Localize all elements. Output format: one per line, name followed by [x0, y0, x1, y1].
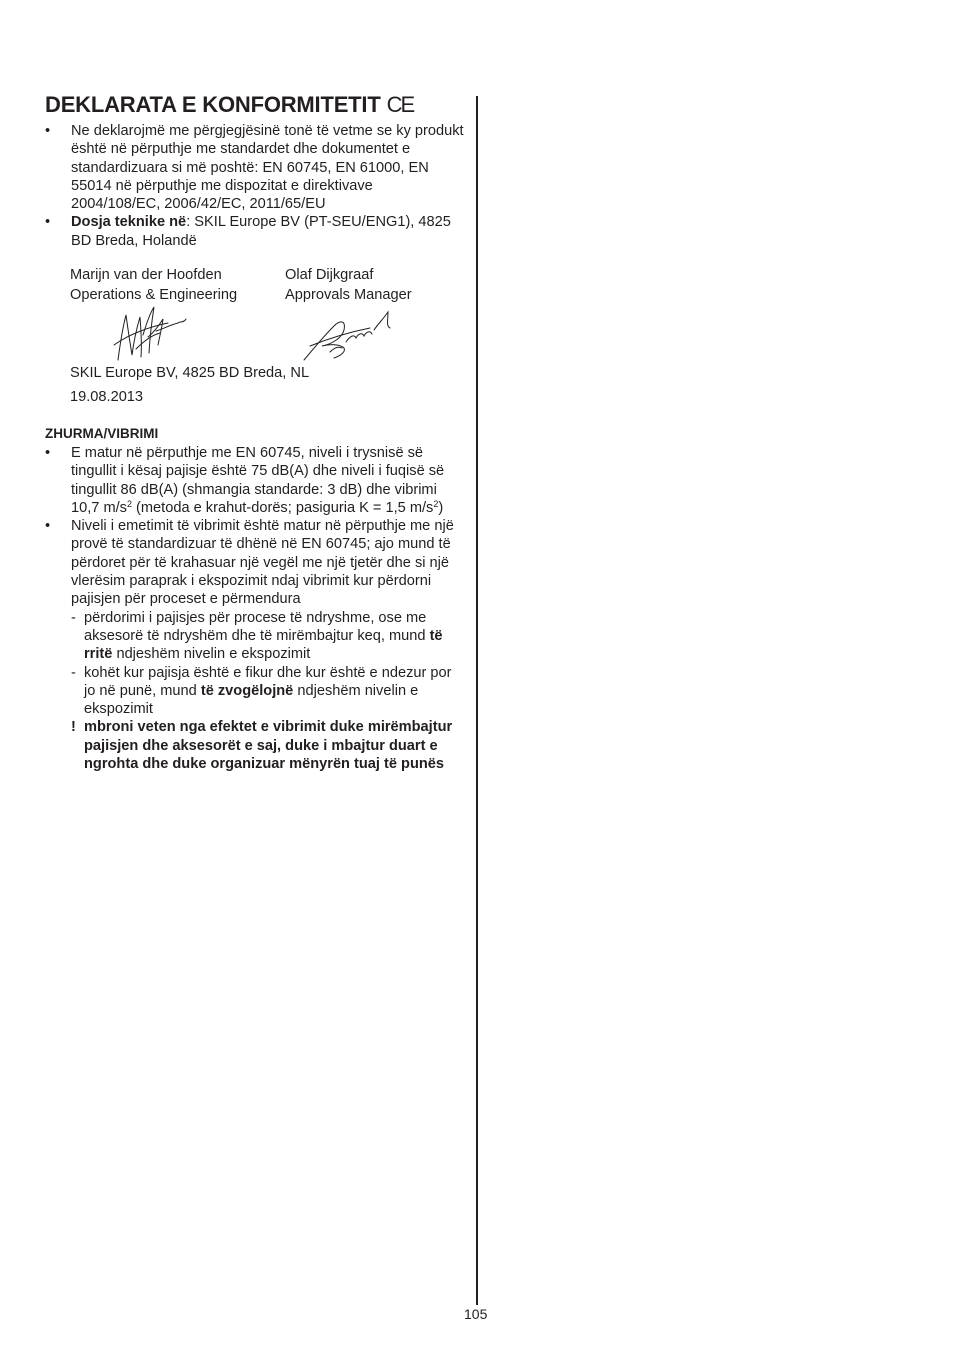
noise-sub-item-decrease: - kohët kur pajisja është e fikur dhe kur është e ndezur por jo në punë, mund të zvogëlojnë ndjeshëm nivelin e ekspozimit: [71, 664, 452, 718]
signature-2-image: [300, 308, 396, 364]
declaration-bullet-conformity: • Ne deklarojmë me përgjegjësinë tonë të vetme se ky produkt është në përputhje me standardet dhe dokumentet e standardizuara si më poshtë: EN 60745, EN 61000, EN 55014 në përputhje me dispozitat e direktivave 2004/108/EC, 2006/42/EC, 2011/65/EU: [45, 123, 464, 213]
signatory-1: [70, 265, 237, 305]
signatory-1-role: Operations & Engineering: [70, 287, 238, 303]
technical-file-label: Dosja teknike në: [71, 214, 187, 231]
declaration-date: 19.08.2013: [70, 389, 144, 405]
signature-1-image: [108, 305, 190, 363]
bullet-icon: •: [45, 518, 51, 535]
declaration-list: [45, 122, 465, 250]
noise-sub-item-increase: - përdorimi i pajisjes për procese të ndryshme, ose me aksesorë të ndryshëm dhe të mirëmbajtur keq, mund të rritë ndjeshëm nivelin e ekspozimit: [71, 609, 443, 663]
column-divider: [476, 96, 478, 1305]
ce-mark-icon: CE: [386, 92, 414, 117]
signatory-1-name: Marijn van der Hoofden: [70, 267, 222, 283]
noise-list: [45, 444, 465, 773]
noise-bullet-emission: • Niveli i emetimit të vibrimit është matur në përputhje me një provë të standardizuar të dhënë në EN 60745; ajo mund të përdoret për të krahasuar një vegël me një tjetër dhe si një vlerësim paraprak i ekspozimit ndaj vibrimit kur përdorni pajisjen për proceset e përmendura: [45, 518, 454, 608]
bullet-icon: •: [45, 123, 51, 139]
signatory-2: [285, 265, 412, 305]
declaration-bullet-technical-file: • Dosja teknike në: SKIL Europe BV (PT-SEU/ENG1), 4825 BD Breda, Holandë: [45, 214, 451, 249]
noise-vibration-heading: ZHURMA/VIBRIMI: [45, 426, 159, 441]
signatory-2-name: Olaf Dijkgraaf: [285, 267, 374, 283]
noise-warning: ! mbroni veten nga efektet e vibrimit duke mirëmbajtur pajisjen dhe aksesorët e saj, duke i mbajtur duart e ngrohta dhe duke organizuar mënyrën tuaj të punës: [71, 719, 453, 773]
title-text: DEKLARATA E KONFORMITETIT: [45, 92, 381, 117]
noise-bullet-measurement: • E matur në përputhje me EN 60745, niveli i trysnisë së tingullit i kësaj pajisje është 75 dB(A) dhe niveli i fuqisë së tingullit 86 dB(A) (shmangia standarde: 3 dB) dhe vibrimi 10,7 $m/s^2$ (metoda e krahut-dorës; pasiguria K = 1,5 $m/s^2$): [45, 445, 445, 516]
page-number: 105: [464, 1306, 488, 1322]
dash-icon: -: [71, 609, 76, 626]
dash-icon: -: [71, 664, 76, 681]
warning-icon: !: [71, 719, 76, 736]
page-title: [45, 92, 413, 118]
company-address: SKIL Europe BV, 4825 BD Breda, NL: [70, 365, 310, 381]
bullet-icon: •: [45, 214, 51, 231]
signatory-2-role: Approvals Manager: [285, 287, 412, 303]
bullet-icon: •: [45, 445, 51, 461]
